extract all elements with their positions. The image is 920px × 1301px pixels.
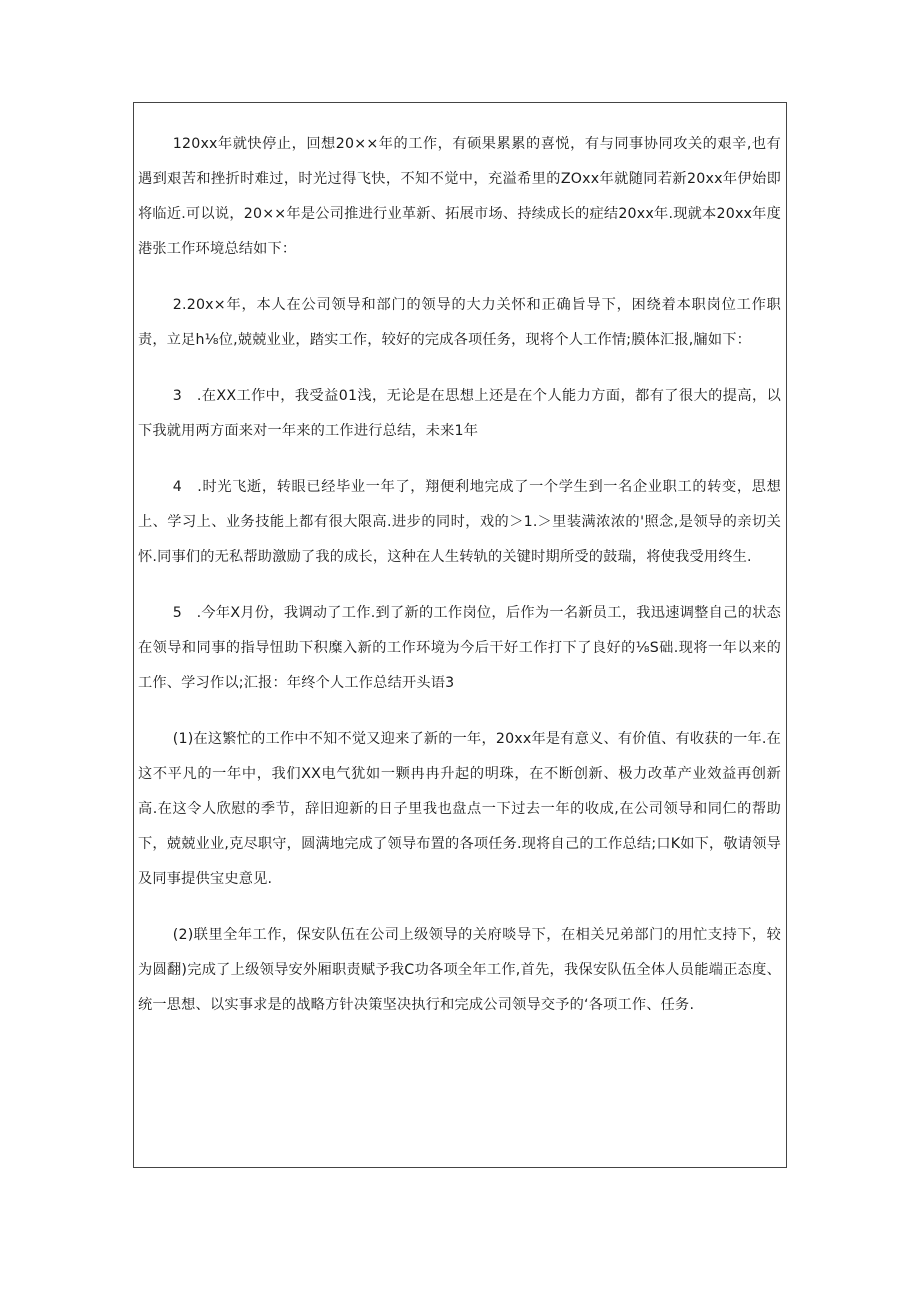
paragraph-2: 2.20x×年，本人在公司领导和部门的领导的大力关怀和正确旨导下，困绕着本职岗位工作职责，立足h⅛位,兢兢业业，踏实工作，较好的完成各项任务，现将个人工作情;膜体汇报,牖如下： — [138, 297, 781, 348]
document-body — [134, 103, 786, 1023]
document-frame — [133, 102, 787, 1168]
paragraph-sub-1: (1)在这繁忙的工作中不知不觉又迎来了新的一年，20xx年是有意义、有价值、有收获的一年.在这不平凡的一年中，我们XX电气犹如一颗冉冉升起的明珠，在不断创新、极力改革产业效益再创新高.在这令人欣慰的季节，辞旧迎新的日子里我也盘点一下过去一年的收成,在公司领导和同仁的帮助下，兢兢业业,克尽职守，圆满地完成了领导布置的各项任务.现将自己的工作总结;口K如下，敬请领导及同事提供宝史意见. — [138, 731, 781, 887]
paragraph-intro: 120xx年就快停止，回想20××年的工作，有硕果累累的喜悦，有与同事协同攻关的艰辛,也有遇到艰苦和挫折时难过，时光过得飞快，不知不觉中，充溢希里的ZOxx年就随同若新20xx年伊始即将临近.可以说，20××年是公司推进行业革新、拓展市场、持续成长的症结20xx年.现就本20xx年度港张工作环境总结如下： — [138, 136, 781, 257]
paragraph-5: 5 .今年X月份，我调动了工作.到了新的工作岗位，后作为一名新员工，我迅速调整自己的状态在领导和同事的指导忸助下积糜入新的工作环境为今后干好工作打下了良好的⅛S础.现将一年以来的工作、学习作以;汇报：年终个人工作总结开头语3 — [138, 605, 781, 691]
paragraph-4: 4 .时光飞逝，转眼已经毕业一年了，翔便利地完成了一个学生到一名企业职工的转变，思想上、学习上、业务技能上都有很大限高.进步的同时，戏的＞1.＞里装满浓浓的'照念,是领导的亲切关怀.同事们的无私帮助激励了我的成长，这种在人生转轨的关键时期所受的鼓瑞，将使我受用终生. — [138, 479, 781, 565]
paragraph-3: 3 .在XX工作中，我受益01浅，无论是在思想上还是在个人能力方面，都有了很大的提高，以下我就用两方面来对一年来的工作进行总结，未来1年 — [138, 388, 781, 439]
paragraph-sub-2: (2)联里全年工作，保安队伍在公司上级领导的关府啖导下，在相关兄弟部门的用忙支持下，较为圆翻)完成了上级领导安外厢职责赋予我C功各项全年工作,首先，我保安队伍全体人员能端正态度、统一思想、以实事求是的战略方针决策坚决执行和完成公司领导交予的‘各项工作、任务. — [138, 927, 781, 1013]
